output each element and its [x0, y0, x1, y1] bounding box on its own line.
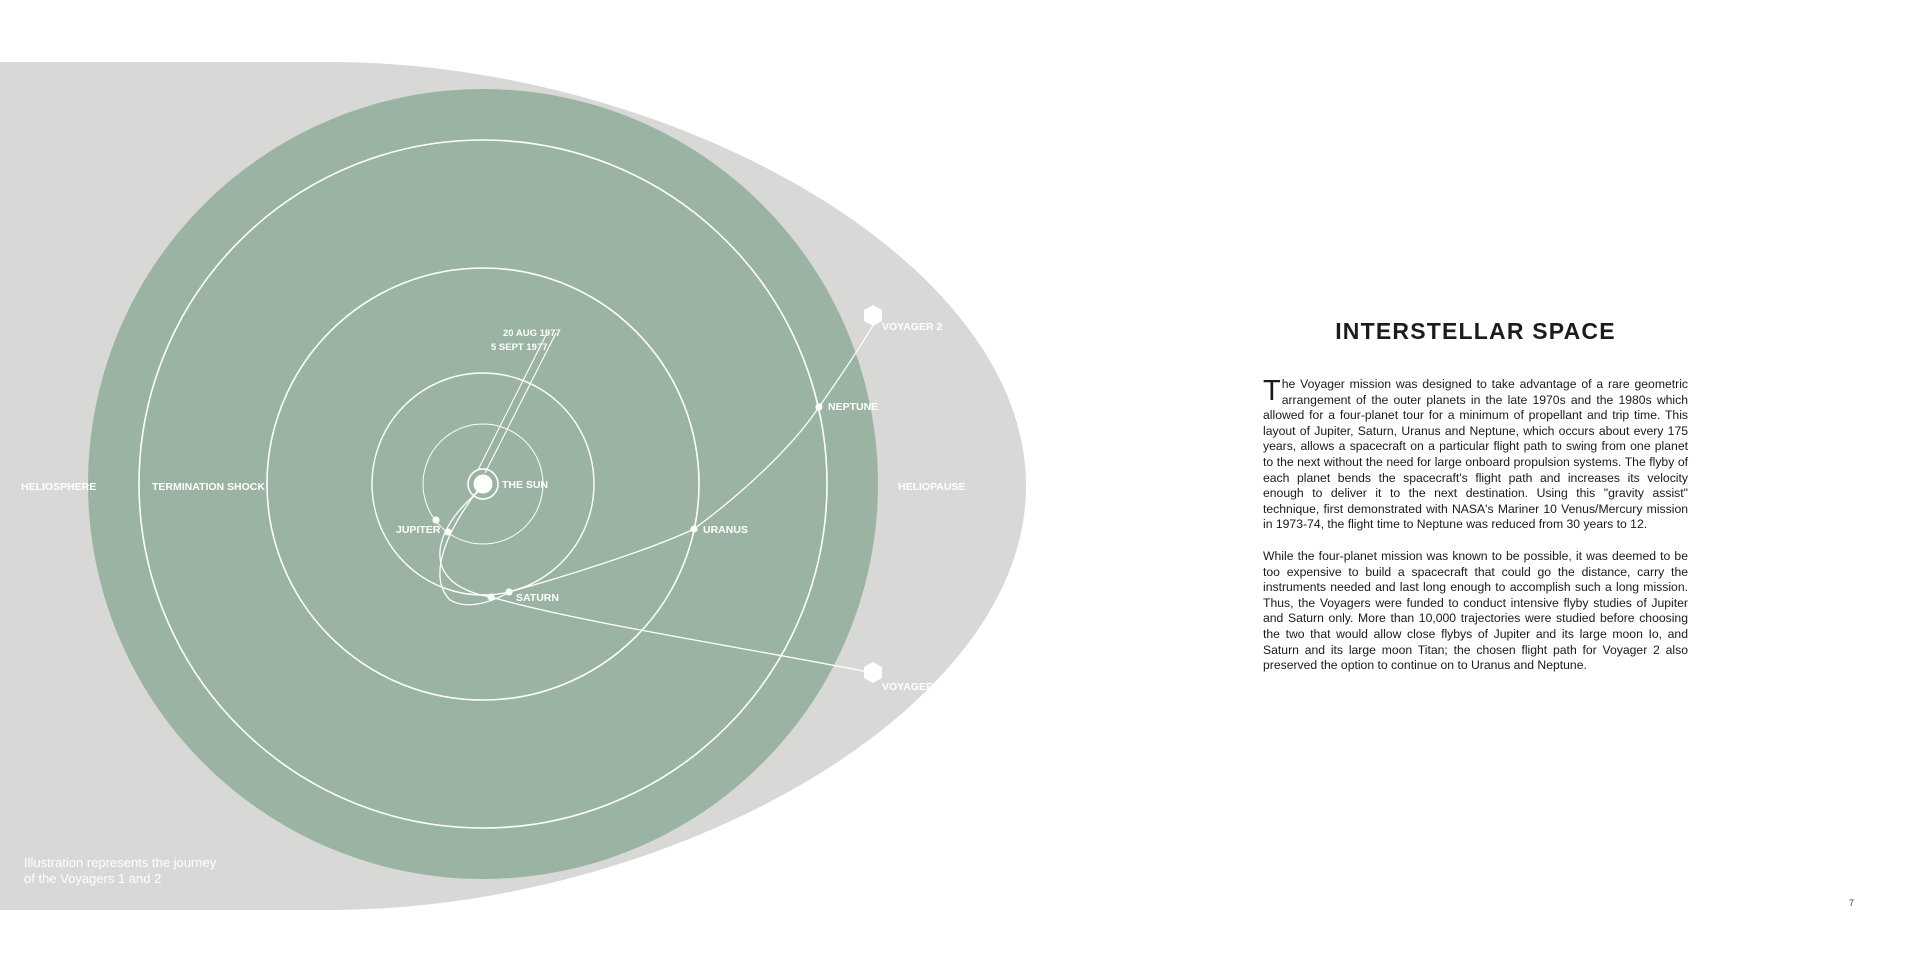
launch-date-voyager1: 5 SEPT 1977: [491, 342, 548, 353]
uranus-label: URANUS: [703, 524, 748, 536]
diagram-caption-line2: of the Voyagers 1 and 2: [24, 871, 162, 886]
saturn-label: SATURN: [516, 592, 559, 604]
neptune-label: NEPTUNE: [828, 401, 879, 413]
uranus-marker: [690, 525, 697, 532]
article-paragraph-2: While the four-planet mission was known to be possible, it was deemed to be too expensive to build a spacecraft that could go the distance, carry the instruments needed and last long enough to accomplish such a long mission. Thus, the Voyagers were funded to conduct intensive flyby studies of Jupiter and Saturn only. More than 10,000 trajectories were studied before choosing the two that would allow close flybys of Jupiter and its large moon Io, and Saturn and its large moon Titan; the chosen flight path for Voyager 2 also preserved the option to continue on to Uranus and Neptune.: [1263, 548, 1688, 673]
jupiter-label: JUPITER: [396, 524, 441, 536]
voyager2-label: VOYAGER 2: [882, 321, 943, 333]
sun-marker: [474, 475, 493, 494]
paragraph-1-text: he Voyager mission was designed to take advantage of a rare geometric arrangement of the outer planets in the late 1970s and the 1980s which allowed for a four-planet tour for a minimum of propellant and trip time. This layout of Jupiter, Saturn, Uranus and Neptune, which occurs about every 175 years, allows a spacecraft on a particular flight path to swing from one planet to the next without the need for large onboard propulsion systems. The flyby of each planet bends the spacecraft's flight path and increases its velocity enough to deliver it to the next destination. Using this "gravity assist" technique, first demonstrated with NASA's Mariner 10 Venus/Mercury mission in 1973-74, the flight time to Neptune was reduced from 30 years to 12.: [1263, 377, 1688, 532]
sun-label: THE SUN: [502, 479, 549, 491]
jupiter-flyby-marker: [444, 528, 451, 535]
page-title: INTERSTELLAR SPACE: [1335, 318, 1616, 344]
diagram-caption-line1: Illustration represents the journey: [24, 855, 217, 870]
neptune-marker: [815, 403, 822, 410]
termination-shock-label: TERMINATION SHOCK: [152, 481, 265, 493]
article-paragraph-1: [1263, 377, 1688, 533]
saturn-flyby-marker: [487, 593, 494, 600]
launch-date-voyager2: 20 AUG 1977: [503, 328, 561, 339]
drop-cap: T: [1263, 375, 1281, 407]
heliopause-label: HELIOPAUSE: [898, 481, 966, 493]
jupiter-marker: [432, 516, 439, 523]
heliosphere-label: HELIOSPHERE: [21, 481, 97, 493]
voyager1-label: VOYAGER 1: [882, 681, 943, 693]
article-column: [1263, 318, 1688, 690]
page-number: 7: [1849, 898, 1855, 908]
saturn-marker: [505, 588, 512, 595]
